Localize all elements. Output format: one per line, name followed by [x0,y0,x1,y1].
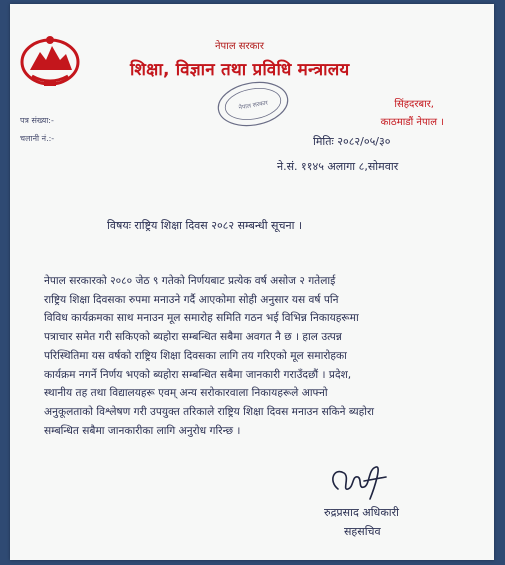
body-line: परिस्थितिमा यस वर्षको राष्ट्रिय शिक्षा दिवसका लागि तय गरिएको मूल समारोहका [44,349,347,362]
office-stamp-icon [215,80,291,128]
government-title: नेपाल सरकार [215,41,264,52]
location-line-2: काठमाडौं नेपाल । [380,117,444,128]
patra-sankhya-label: पत्र संख्या:- [20,116,54,125]
signatory-name: रुद्रप्रसाद अधिकारी [324,506,399,519]
location-line-1: सिंहदरबार, [394,99,434,110]
body-line: विविध कार्यक्रमका साथ मनाउन मूल समारोह समिति गठन भई विभिन्न निकायहरूमा [44,312,359,325]
body-line: राष्ट्रिय शिक्षा दिवसका रुपमा मनाउने गर्दै आएकोमा सोही अनुसार यस वर्ष पनि [44,293,339,306]
letter-page [10,4,494,560]
nepal-sambat-date: ने.सं. ११४५ अलागा ८,सोमवार [277,160,399,173]
nepal-emblem-icon [18,30,82,90]
ministry-title: शिक्षा, विज्ञान तथा प्रविधि मन्त्रालय [130,60,350,80]
body-line: नेपाल सरकारको २०८० जेठ ९ गतेको निर्णयबाट प्रत्येक वर्ष असोज २ गतेलाई [44,275,336,287]
stamp-text: नेपाल सरकार [238,99,269,112]
body-line: अनुकूलताको विश्लेषण गरी उपयुक्त तरिकाले राष्ट्रिय शिक्षा दिवस मनाउन सकिने ब्यहोरा [44,405,375,418]
body-line: पत्राचार समेत गरी सकिएको ब्यहोरा सम्बन्धित सबैमा अवगत नै छ । हाल उत्पन्न [44,331,342,344]
letter-date: मितिः २०८२/०५/३० [313,135,391,148]
chalani-label: चलानी नं.:- [20,134,55,143]
body-line: सम्बन्धित सबैमा जानकारीका लागि अनुरोध गरिन्छ । [44,424,241,437]
body-line: कार्यक्रम नगर्ने निर्णय भएको ब्यहोरा सम्बन्धित सबैमा जानकारी गराउँदछौं । प्रदेश, [44,368,352,381]
letter-body [44,272,466,440]
subject-line: विषयः राष्ट्रिय शिक्षा दिवस २०८२ सम्बन्धी सूचना । [107,219,303,232]
body-line: स्थानीय तह तथा विद्यालयहरू एवम् अन्य सरोकारवाला निकायहरूले आफ्नो [44,387,328,400]
signatory-designation: सहसचिव [344,525,381,538]
signature-icon [324,459,396,503]
